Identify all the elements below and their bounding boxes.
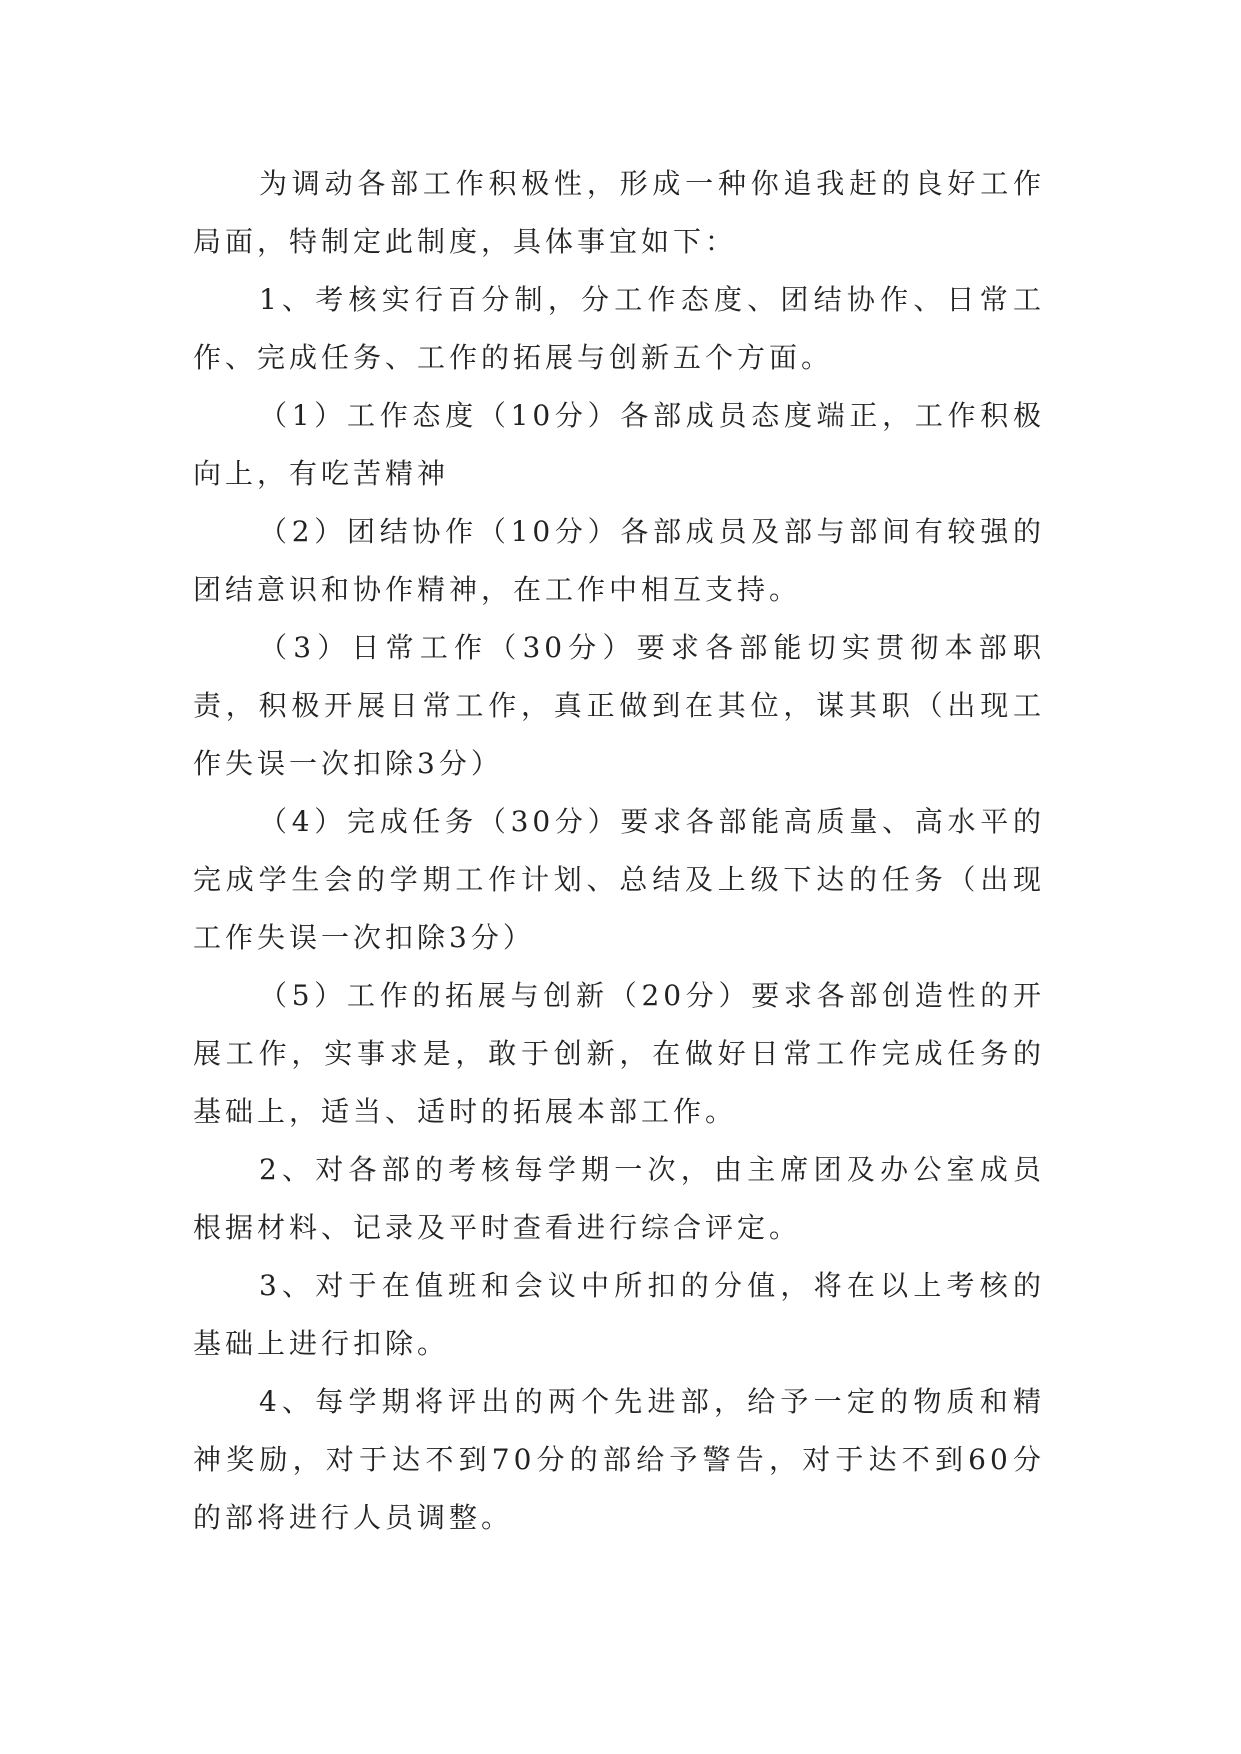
rule-1-item-4: （4）完成任务（30分）要求各部能高质量、高水平的完成学生会的学期工作计划、总结及上级下达的任务（出现工作失误一次扣除3分） (193, 805, 1045, 954)
rule-1-item-5: （5）工作的拓展与创新（20分）要求各部创造性的开展工作，实事求是，敢于创新，在做好日常工作完成任务的基础上，适当、适时的拓展本部工作。 (193, 979, 1045, 1128)
intro-paragraph: 为调动各部工作积极性，形成一种你追我赶的良好工作局面，特制定此制度，具体事宜如下： (193, 167, 1045, 258)
rule-3-paragraph: 3、对于在值班和会议中所扣的分值，将在以上考核的基础上进行扣除。 (193, 1269, 1045, 1360)
document-body (193, 155, 1045, 1547)
rule-4-paragraph: 4、每学期将评出的两个先进部，给予一定的物质和精神奖励，对于达不到70分的部给予警告，对于达不到60分的部将进行人员调整。 (193, 1385, 1045, 1534)
rule-1-paragraph: 1、考核实行百分制，分工作态度、团结协作、日常工作、完成任务、工作的拓展与创新五个方面。 (193, 283, 1045, 374)
rule-1-item-1: （1）工作态度（10分）各部成员态度端正，工作积极向上，有吃苦精神 (193, 399, 1045, 490)
rule-1-item-3: （3）日常工作（30分）要求各部能切实贯彻本部职责，积极开展日常工作，真正做到在其位，谋其职（出现工作失误一次扣除3分） (193, 631, 1045, 780)
rule-1-item-2: （2）团结协作（10分）各部成员及部与部间有较强的团结意识和协作精神，在工作中相互支持。 (193, 515, 1045, 606)
rule-2-paragraph: 2、对各部的考核每学期一次，由主席团及办公室成员根据材料、记录及平时查看进行综合评定。 (193, 1153, 1045, 1244)
